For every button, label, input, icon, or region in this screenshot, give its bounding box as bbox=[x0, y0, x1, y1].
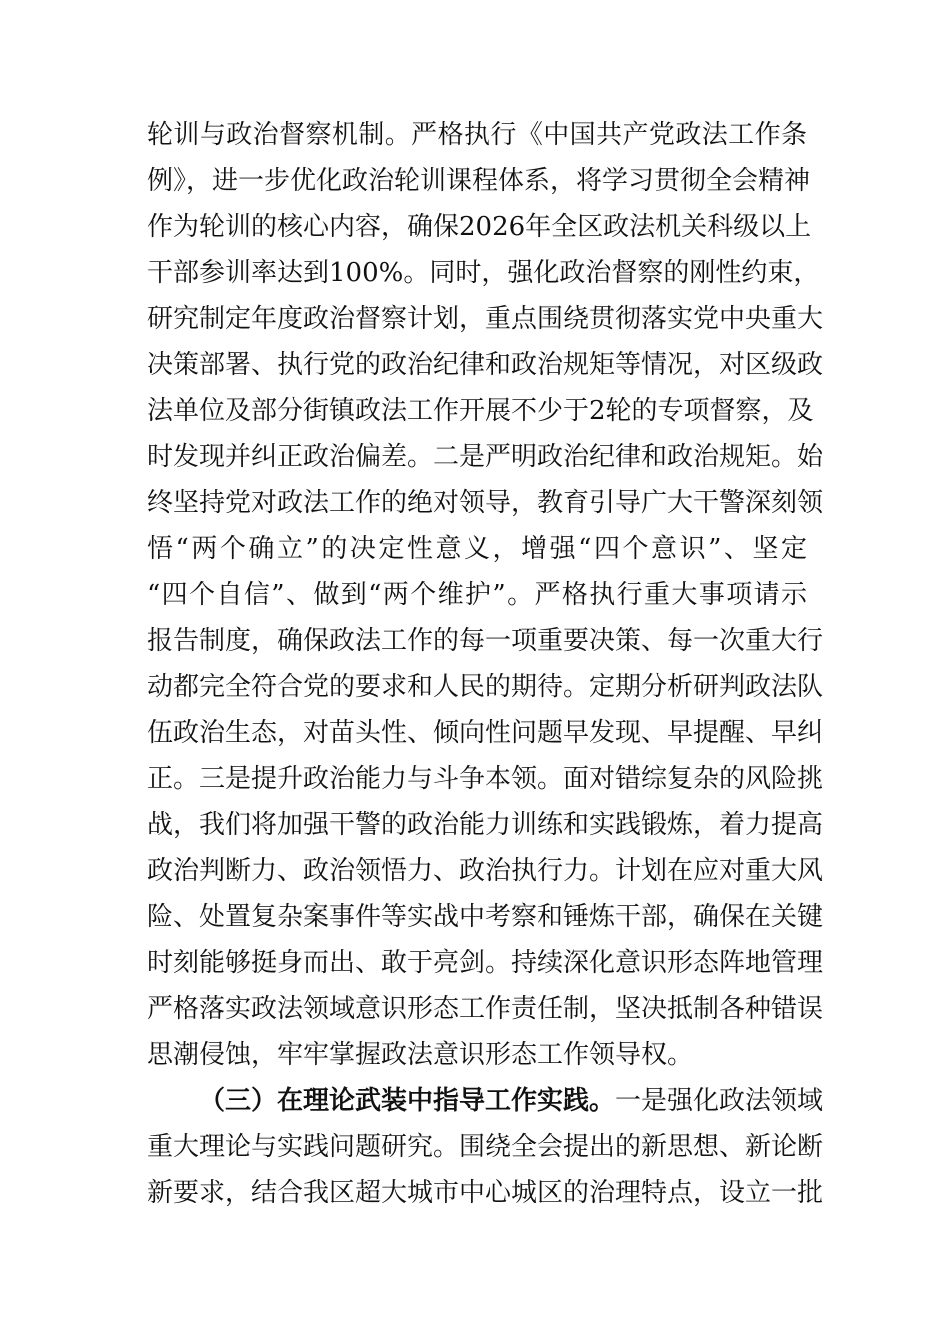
text-line: 正。三是提升政治能力与斗争本领。面对错综复杂的风险挑 bbox=[147, 764, 824, 794]
text-line: 研究制定年度政治督察计划，重点围绕贯彻落实党中央重大 bbox=[147, 304, 824, 334]
text-line: 重大理论与实践问题研究。围绕全会提出的新思想、新论断 bbox=[147, 1132, 824, 1162]
section-heading: （三）在理论武装中指导工作实践。 bbox=[199, 1086, 616, 1116]
text-line: 例》，进一步优化政治轮训课程体系，将学习贯彻全会精神 bbox=[147, 166, 811, 196]
text-line: “四个自信”、做到“两个维护”。严格执行重大事项请示 bbox=[147, 580, 807, 610]
text-line: 时刻能够挺身而出、敢于亮剑。持续深化意识形态阵地管理 bbox=[147, 948, 824, 978]
text-line: 报告制度，确保政法工作的每一项重要决策、每一次重大行 bbox=[147, 626, 824, 656]
text-line: 险、处置复杂案事件等实战中考察和锤炼干部，确保在关键 bbox=[147, 902, 824, 932]
section-heading-line bbox=[199, 1078, 824, 1124]
text-line: 轮训与政治督察机制。严格执行《中国共产党政法工作条 bbox=[147, 120, 807, 150]
text-line: 决策部署、执行党的政治纪律和政治规矩等情况，对区级政 bbox=[147, 350, 824, 380]
text-line: 法单位及部分街镇政法工作开展不少于2轮的专项督察，及 bbox=[147, 396, 814, 426]
text-line: 干部参训率达到100%。同时，强化政治督察的刚性约束， bbox=[147, 258, 820, 288]
text-line: 时发现并纠正政治偏差。二是严明政治纪律和政治规矩。始 bbox=[147, 442, 824, 472]
text-line: 政治判断力、政治领悟力、政治执行力。计划在应对重大风 bbox=[147, 856, 824, 886]
text-line: 严格落实政法领域意识形态工作责任制，坚决抵制各种错误 bbox=[147, 994, 824, 1024]
text-line: 伍政治生态，对苗头性、倾向性问题早发现、早提醒、早纠 bbox=[147, 718, 824, 748]
text-line: 终坚持党对政法工作的绝对领导，教育引导广大干警深刻领 bbox=[147, 488, 824, 518]
text-run: 一是强化政法领域 bbox=[615, 1086, 824, 1116]
text-line: 悟“两个确立”的决定性意义，增强“四个意识”、坚定 bbox=[147, 534, 807, 564]
text-line: 作为轮训的核心内容，确保2026年全区政法机关科级以上 bbox=[147, 212, 812, 242]
text-line: 新要求，结合我区超大城市中心城区的治理特点，设立一批 bbox=[147, 1178, 824, 1208]
text-line: 思潮侵蚀，牢牢掌握政法意识形态工作领导权。 bbox=[147, 1040, 694, 1070]
text-line: 战，我们将加强干警的政治能力训练和实践锻炼，着力提高 bbox=[147, 810, 824, 840]
text-line: 动都完全符合党的要求和人民的期待。定期分析研判政法队 bbox=[147, 672, 824, 702]
